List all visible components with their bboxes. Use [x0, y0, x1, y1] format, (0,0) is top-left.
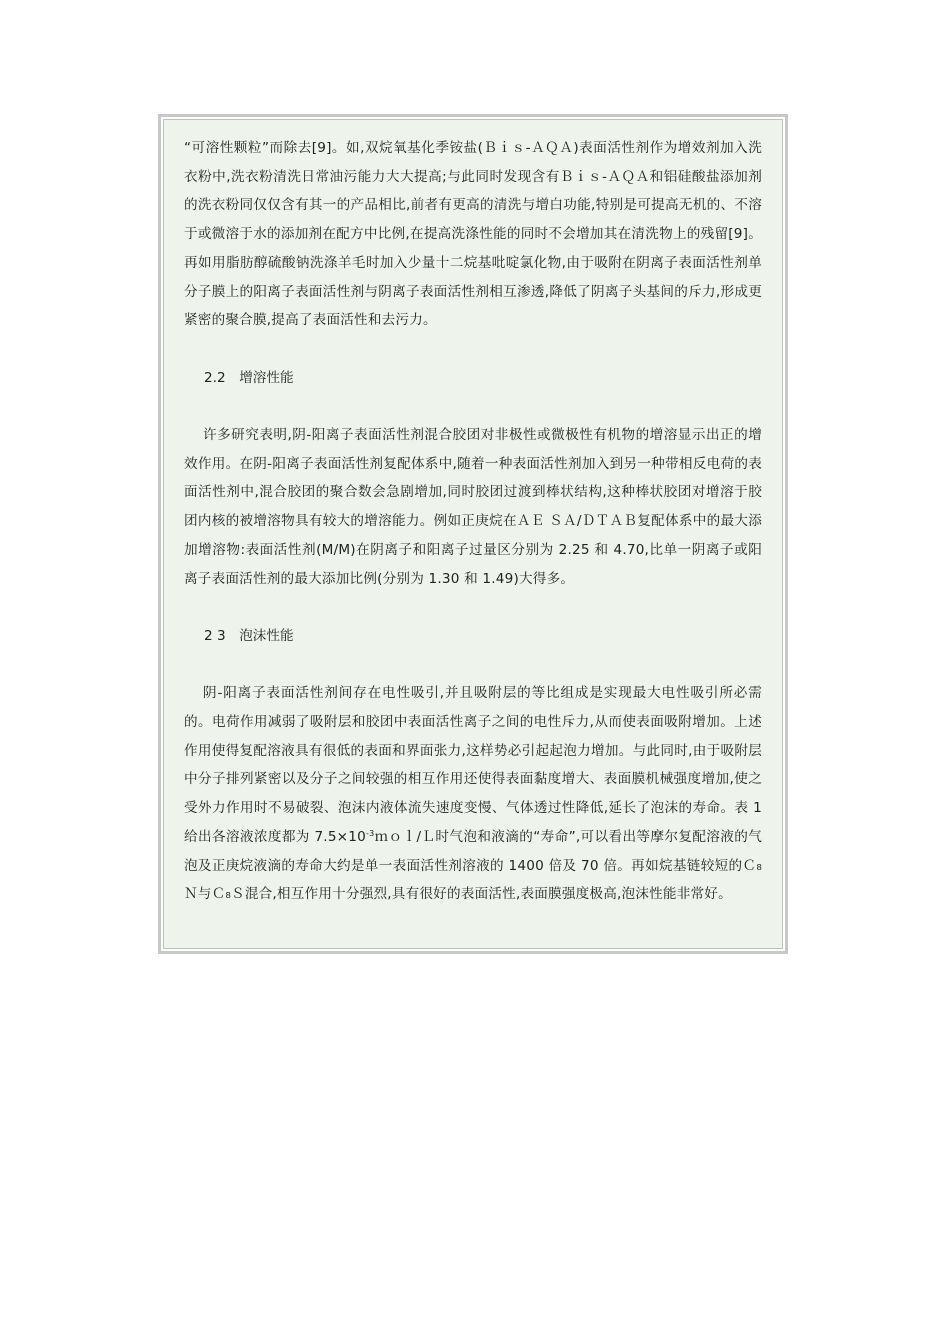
exponent: -3 — [365, 828, 375, 838]
paragraph-foaming — [184, 679, 762, 909]
section-heading-2-3: 2 3 泡沫性能 — [204, 627, 294, 644]
paragraph-foaming-part2: ｍｏｌ/Ｌ时气泡和液滴的“寿命”,可以看出等摩尔复配溶液的气泡及正庚烷液滴的寿命大约是单一表面活性剂溶液的 1400 倍及 70 倍。再如烷基链较短的Ｃ₈Ｎ与Ｃ₈Ｓ混合,相互作用十分强烈,具有很好的表面活性,表面膜强度极高,泡沫性能非常好。 — [184, 828, 763, 903]
paragraph-solubilization: 许多研究表明,阴-阳离子表面活性剂混合胶团对非极性或微极性有机物的增溶显示出正的增效作用。在阴-阳离子表面活性剂复配体系中,随着一种表面活性剂加入到另一种带相反电荷的表面活性剂中,混合胶团的聚合数会急剧增加,同时胶团过渡到棒状结构,这种棒状胶团对增溶于胶团内核的被增溶物具有较大的增溶能力。例如正庚烷在ＡＥ ＳＡ/ＤＴＡＢ复配体系中的最大添加增溶物:表面活性剂(M/M)在阴离子和阳离子过量区分别为 2.25 和 4.70,比单一阴离子或阳离子表面活性剂的最大添加比例(分别为 1.30 和 1.49)大得多。 — [184, 427, 762, 587]
paragraph-foaming-part1: 阴-阳离子表面活性剂间存在电性吸引,并且吸附层的等比组成是实现最大电性吸引所必需的。电荷作用减弱了吸附层和胶团中表面活性离子之间的电性斥力,从而使表面吸附增加。上述作用使得复配溶液具有很低的表面和界面张力,这样势必引起起泡力增加。与此同时,由于吸附层中分子排列紧密以及分子之间较强的相互作用还使得表面黏度增大、表面膜机械强度增加,使之受外力作用时不易破裂、泡沫内液体流失速度变慢、气体透过性降低,延长了泡沫的寿命。表 1 给出各溶液浓度都为 7.5×10 — [184, 685, 762, 845]
text-panel — [163, 119, 783, 949]
spacer — [184, 335, 762, 364]
spacer — [184, 392, 762, 421]
spacer — [184, 651, 762, 680]
paragraph-detergency: “可溶性颗粒”而除去[9]。如,双烷氧基化季铵盐(Ｂｉｓ-ＡＱＡ)表面活性剂作为增效剂加入洗衣粉中,洗衣粉清洗日常油污能力大大提高;与此同时发现含有Ｂｉｓ-ＡＱＡ和铝硅酸盐添加剂的洗衣粉同仅仅含有其一的产品相比,前者有更高的清洗与增白功能,特别是可提高无机的、不溶于或微溶于水的添加剂在配方中比例,在提高洗涤性能的同时不会增加其在清洗物上的残留[9]。再如用脂肪醇硫酸钠洗涤羊毛时加入少量十二烷基吡啶氯化物,由于吸附在阴离子表面活性剂单分子膜上的阳离子表面活性剂与阴离子表面活性剂相互渗透,降低了阴离子头基间的斥力,形成更紧密的聚合膜,提高了表面活性和去污力。 — [184, 140, 762, 329]
spacer — [184, 593, 762, 622]
content-frame — [158, 114, 788, 954]
section-heading-2-2: 2.2 增溶性能 — [204, 369, 294, 386]
